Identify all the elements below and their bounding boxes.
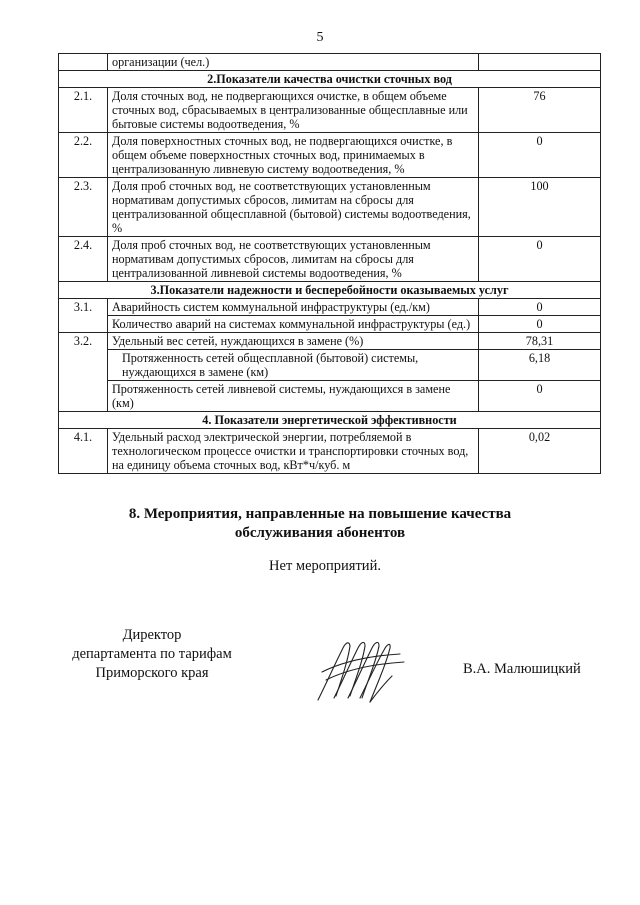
section-8-title-line-1: 8. Мероприятия, направленные на повышение качества (128, 506, 512, 522)
indicator-value: 0 (479, 299, 601, 316)
indicator-description: Доля проб сточных вод, не соответствующих установленным нормативам допустимых сбросов, лимитам на сбросы для централизованной общесплавной (бытовой) системы водоотведения, % (108, 178, 479, 237)
indicator-value: 0 (479, 316, 601, 333)
table-row (59, 316, 601, 333)
row-number: 3.2. (59, 333, 108, 412)
indicator-description: Протяженность сетей общесплавной (бытовой) системы, нуждающихся в замене (км) (108, 350, 479, 381)
row-number: 4.1. (59, 429, 108, 474)
table-row (59, 178, 601, 237)
indicator-value: 76 (479, 88, 601, 133)
indicator-value (479, 54, 601, 71)
signer-position-line-1: Директор (122, 627, 182, 643)
row-number: 2.3. (59, 178, 108, 237)
table-row (59, 429, 601, 474)
page-number: 5 (316, 30, 324, 45)
indicator-description: Удельный расход электрической энергии, потребляемой в технологическом процессе очистки и транспортировки сточных вод, на единицу объема сточных вод, кВт*ч/куб. м (108, 429, 479, 474)
table-row (59, 333, 601, 350)
section-8-body: Нет мероприятий. (269, 558, 381, 574)
indicator-value: 0,02 (479, 429, 601, 474)
indicator-description: Количество аварий на системах коммунальной инфраструктуры (ед.) (108, 316, 479, 333)
section-header-row (59, 71, 601, 88)
indicators-table (58, 53, 601, 474)
section-header: 4. Показатели энергетической эффективности (59, 412, 601, 429)
section-header-row (59, 282, 601, 299)
section-header: 3.Показатели надежности и бесперебойности оказываемых услуг (59, 282, 601, 299)
row-number (59, 54, 108, 71)
indicator-description: Доля проб сточных вод, не соответствующих установленным нормативам допустимых сбросов, лимитам на сбросы для централизованной ливневой системы водоотведения, % (108, 237, 479, 282)
signer-position (52, 626, 252, 683)
row-number: 2.2. (59, 133, 108, 178)
indicator-description: Аварийность систем коммунальной инфраструктуры (ед./км) (108, 299, 479, 316)
table-row (59, 237, 601, 282)
indicator-value: 78,31 (479, 333, 601, 350)
table-row (59, 299, 601, 316)
table-row (59, 133, 601, 178)
section-header-row (59, 412, 601, 429)
section-8-title (0, 505, 640, 543)
section-8-title-line-2: обслуживания абонентов (234, 525, 406, 541)
indicator-value: 0 (479, 237, 601, 282)
table-row (59, 381, 601, 412)
indicator-description: Доля сточных вод, не подвергающихся очистке, в общем объеме сточных вод, сбрасываемых в централизованные общесплавные или бытовые системы водоотведения, % (108, 88, 479, 133)
table-row (59, 350, 601, 381)
signer-position-line-3: Приморского края (95, 665, 209, 681)
indicator-value: 6,18 (479, 350, 601, 381)
indicator-value: 0 (479, 133, 601, 178)
indicator-description: Протяженность сетей ливневой системы, нуждающихся в замене (км) (108, 381, 479, 412)
indicator-description: организации (чел.) (108, 54, 479, 71)
indicator-value: 0 (479, 381, 601, 412)
handwritten-signature (312, 632, 407, 707)
indicator-description: Удельный вес сетей, нуждающихся в замене (%) (108, 333, 479, 350)
table-row (59, 54, 601, 71)
table-row (59, 88, 601, 133)
indicator-value: 100 (479, 178, 601, 237)
indicators-table-body (59, 54, 601, 474)
section-header: 2.Показатели качества очистки сточных вод (59, 71, 601, 88)
row-number: 2.4. (59, 237, 108, 282)
row-number: 3.1. (59, 299, 108, 333)
signer-position-line-2: департамента по тарифам (72, 646, 232, 662)
indicator-description: Доля поверхностных сточных вод, не подвергающихся очистке, в общем объеме поверхностных сточных вод, принимаемых в централизованную ливневую систему водоотведения, % (108, 133, 479, 178)
signer-name: В.А. Малюшицкий (463, 661, 581, 677)
row-number: 2.1. (59, 88, 108, 133)
